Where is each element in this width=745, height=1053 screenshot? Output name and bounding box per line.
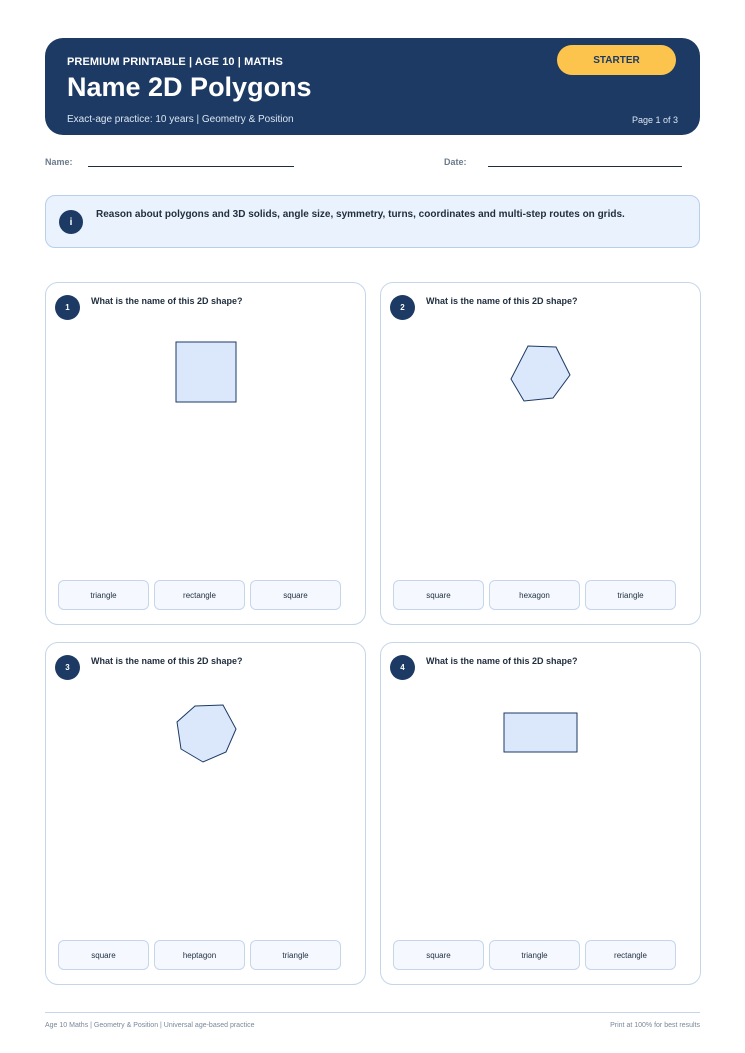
- question-number: 2: [390, 295, 415, 320]
- answer-option[interactable]: heptagon: [154, 940, 245, 970]
- date-label: Date:: [444, 157, 467, 167]
- answer-option[interactable]: square: [393, 940, 484, 970]
- header-kicker: PREMIUM PRINTABLE | AGE 10 | MATHS: [67, 56, 283, 68]
- answer-option[interactable]: rectangle: [154, 580, 245, 610]
- page-title: Name 2D Polygons: [67, 72, 312, 102]
- question-prompt: What is the name of this 2D shape?: [426, 296, 578, 306]
- question-number: 4: [390, 655, 415, 680]
- hexagon-shape: [381, 283, 700, 573]
- answer-option[interactable]: rectangle: [585, 940, 676, 970]
- footer-left-text: Age 10 Maths | Geometry & Position | Universal age-based practice: [45, 1022, 255, 1029]
- question-number: 3: [55, 655, 80, 680]
- date-field[interactable]: [488, 166, 682, 167]
- answer-option[interactable]: square: [393, 580, 484, 610]
- answer-option[interactable]: square: [250, 580, 341, 610]
- question-card-2: [380, 282, 701, 625]
- info-callout: [45, 195, 700, 248]
- name-field[interactable]: [88, 166, 294, 167]
- question-prompt: What is the name of this 2D shape?: [91, 296, 243, 306]
- answer-option[interactable]: triangle: [250, 940, 341, 970]
- page-number: Page 1 of 3: [631, 115, 678, 125]
- question-prompt: What is the name of this 2D shape?: [426, 656, 578, 666]
- level-badge: STARTER: [557, 45, 676, 75]
- answer-option[interactable]: triangle: [585, 580, 676, 610]
- answer-option[interactable]: hexagon: [489, 580, 580, 610]
- answer-option[interactable]: square: [58, 940, 149, 970]
- header-subtitle: Exact-age practice: 10 years | Geometry & Position: [67, 114, 294, 125]
- info-icon: i: [59, 210, 83, 234]
- name-label: Name:: [45, 157, 73, 167]
- heptagon-shape: [46, 643, 365, 933]
- rectangle-shape: [381, 643, 700, 933]
- worksheet-header: [45, 38, 700, 135]
- question-card-1: [45, 282, 366, 625]
- footer-divider: [45, 1012, 700, 1013]
- question-prompt: What is the name of this 2D shape?: [91, 656, 243, 666]
- square-shape: [46, 283, 365, 573]
- info-text: Reason about polygons and 3D solids, angle size, symmetry, turns, coordinates and multi-step routes on grids.: [96, 209, 625, 220]
- answer-option[interactable]: triangle: [58, 580, 149, 610]
- question-card-3: [45, 642, 366, 985]
- question-number: 1: [55, 295, 80, 320]
- question-card-4: [380, 642, 701, 985]
- footer-right-text: Print at 100% for best results: [610, 1022, 700, 1029]
- answer-option[interactable]: triangle: [489, 940, 580, 970]
